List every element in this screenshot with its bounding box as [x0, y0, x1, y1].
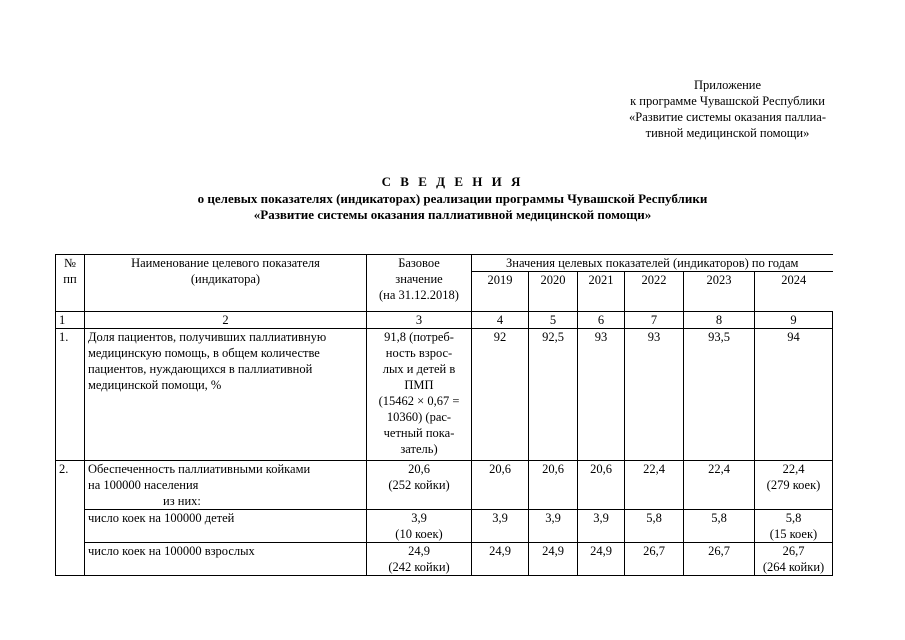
year-value-cell: 22,4	[684, 461, 755, 510]
year-value-cell: 22,4	[625, 461, 684, 510]
year-value-cell: 5,8 (15 коек)	[755, 510, 833, 543]
year-value-cell: 3,9	[472, 510, 529, 543]
indicator-name-cell: Доля пациентов, получивших паллиативную медицинскую помощь, в общем количестве пациентов, нуждающихся в паллиативной медицинской помощи, %	[85, 329, 367, 461]
col-number-cell: 3	[367, 312, 472, 329]
base-value-cell: 91,8 (потреб- ность взрос- лых и детей в ПМП (15462 × 0,67 = 10360) (рас- четный пока- затель)	[367, 329, 472, 461]
appendix-line: тивной медицинской помощи»	[645, 126, 810, 140]
year-value-cell: 92,5	[529, 329, 578, 461]
col-number-cell: 9	[755, 312, 833, 329]
year-value-cell: 20,6	[578, 461, 625, 510]
appendix-line: «Развитие системы оказания паллиа-	[629, 110, 826, 124]
indicator-name-cell: число коек на 100000 взрослых	[85, 543, 367, 576]
year-value-cell: 24,9	[529, 543, 578, 576]
year-value-cell: 3,9	[578, 510, 625, 543]
year-value-cell: 3,9	[529, 510, 578, 543]
row-number-cell: 2.	[56, 461, 85, 576]
table-header-row	[56, 255, 833, 272]
year-value-cell: 24,9	[578, 543, 625, 576]
year-value-cell: 5,8	[625, 510, 684, 543]
column-numbers-row	[56, 312, 833, 329]
year-value-cell: 26,7	[684, 543, 755, 576]
header-year-cell: 2020	[529, 272, 578, 312]
year-value-cell: 20,6	[472, 461, 529, 510]
year-value-cell: 26,7	[625, 543, 684, 576]
title-line: о целевых показателях (индикаторах) реализации программы Чувашской Республики	[197, 190, 708, 206]
header-year-cell: 2024	[755, 272, 833, 312]
year-value-cell: 20,6	[529, 461, 578, 510]
col-number-cell: 2	[85, 312, 367, 329]
table-row	[56, 461, 833, 510]
header-base-cell: Базовое значение (на 31.12.2018)	[367, 255, 472, 312]
col-number-cell: 6	[578, 312, 625, 329]
year-value-cell: 93	[578, 329, 625, 461]
year-value-cell: 93,5	[684, 329, 755, 461]
appendix-line: к программе Чувашской Республики	[630, 94, 825, 108]
year-value-cell: 26,7 (264 койки)	[755, 543, 833, 576]
year-value-cell: 93	[625, 329, 684, 461]
appendix-header	[600, 77, 855, 141]
base-value-cell: 20,6 (252 койки)	[367, 461, 472, 510]
col-number-cell: 1	[56, 312, 85, 329]
base-value-cell: 3,9 (10 коек)	[367, 510, 472, 543]
header-year-cell: 2021	[578, 272, 625, 312]
year-value-cell: 24,9	[472, 543, 529, 576]
indicator-name-cell: Обеспеченность паллиативными койками на 100000 населения из них:	[85, 461, 367, 510]
year-value-cell: 5,8	[684, 510, 755, 543]
col-number-cell: 8	[684, 312, 755, 329]
indicators-table	[55, 254, 833, 576]
col-number-cell: 4	[472, 312, 529, 329]
header-years-title: Значения целевых показателей (индикаторов) по годам	[472, 255, 833, 272]
indicator-name-cell: число коек на 100000 детей	[85, 510, 367, 543]
document-title	[60, 174, 845, 224]
title-line: «Развитие системы оказания паллиативной медицинской помощи»	[253, 207, 652, 222]
base-value-cell: 24,9 (242 койки)	[367, 543, 472, 576]
table-row	[56, 543, 833, 576]
header-num-cell: № пп	[56, 255, 85, 312]
row-number-cell: 1.	[56, 329, 85, 461]
year-value-cell: 94	[755, 329, 833, 461]
col-number-cell: 7	[625, 312, 684, 329]
year-value-cell: 22,4 (279 коек)	[755, 461, 833, 510]
header-year-cell: 2023	[684, 272, 755, 312]
header-year-cell: 2019	[472, 272, 529, 312]
header-name-cell: Наименование целевого показателя (индикатора)	[85, 255, 367, 312]
year-value-cell: 92	[472, 329, 529, 461]
title-heading: С В Е Д Е Н И Я	[381, 174, 524, 189]
table-row	[56, 510, 833, 543]
table-row	[56, 329, 833, 461]
col-number-cell: 5	[529, 312, 578, 329]
header-year-cell: 2022	[625, 272, 684, 312]
appendix-line: Приложение	[693, 78, 762, 92]
